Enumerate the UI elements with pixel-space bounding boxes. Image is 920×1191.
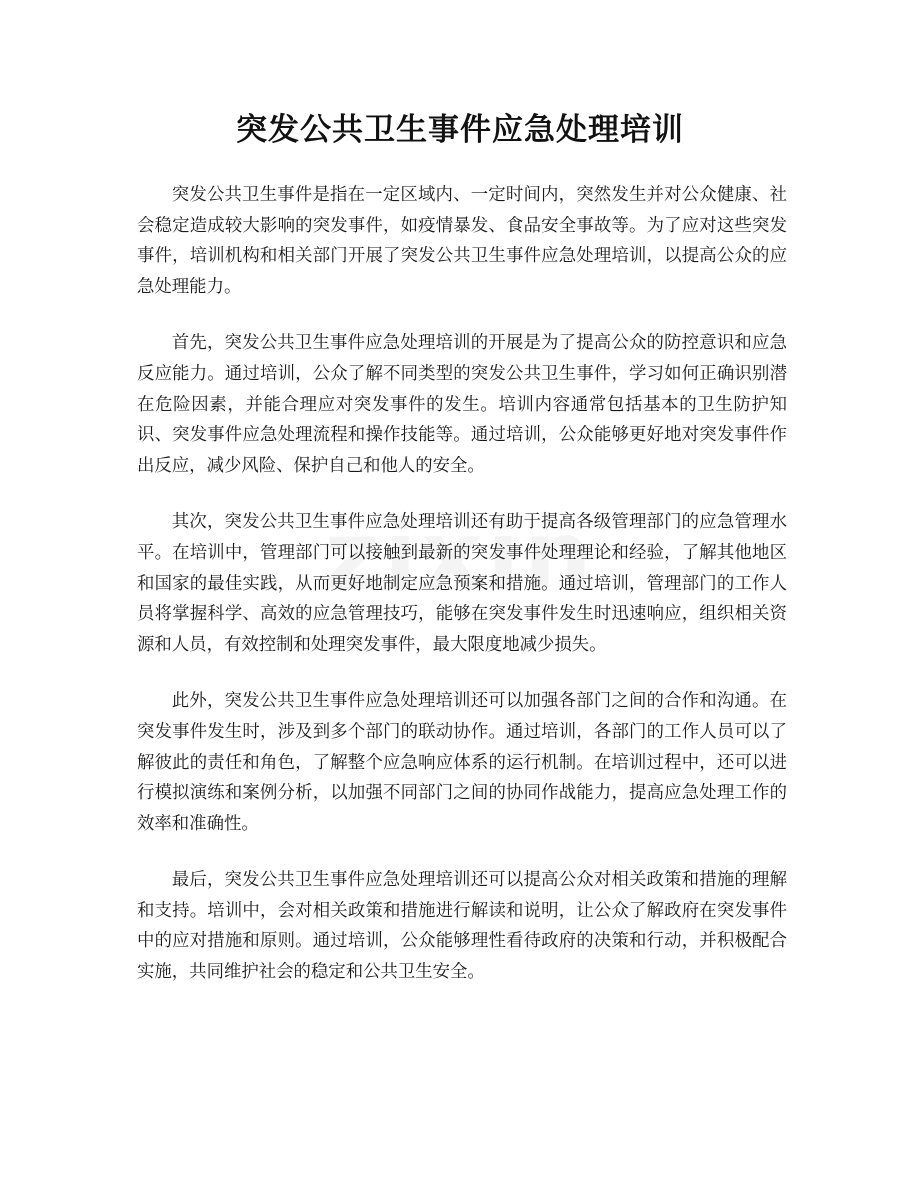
paragraph-third: 此外，突发公共卫生事件应急处理培训还可以加强各部门之间的合作和沟通。在突发事件发生时，涉及到多个部门的联动协作。通过培训，各部门的工作人员可以了解彼此的责任和角色，了解整个应急响应体系的运行机制。在培训过程中，还可以进行模拟演练和案例分析，以加强不同部门之间的协同作战能力，提高应急处理工作的效率和准确性。 — [137, 691, 787, 834]
paragraph-intro: 突发公共卫生事件是指在一定区域内、一定时间内，突然发生并对公众健康、社会稳定造成较大影响的突发事件，如疫情暴发、食品安全事故等。为了应对这些突发事件，培训机构和相关部门开展了突发公共卫生事件应急处理培训，以提高公众的应急处理能力。 — [137, 185, 787, 297]
paragraph-first: 首先，突发公共卫生事件应急处理培训的开展是为了提高公众的防控意识和应急反应能力。通过培训，公众了解不同类型的突发公共卫生事件，学习如何正确识别潜在危险因素，并能合理应对突发事件的发生。培训内容通常包括基本的卫生防护知识、突发事件应急处理流程和操作技能等。通过培训，公众能够更好地对突发事件作出反应，减少风险、保护自己和他人的安全。 — [137, 333, 787, 476]
paragraph-second: 其次，突发公共卫生事件应急处理培训还有助于提高各级管理部门的应急管理水平。在培训中，管理部门可以接触到最新的突发事件处理理论和经验，了解其他地区和国家的最佳实践，从而更好地制定应急预案和措施。通过培训，管理部门的工作人员将掌握科学、高效的应急管理技巧，能够在突发事件发生时迅速响应，组织相关资源和人员，有效控制和处理突发事件，最大限度地减少损失。 — [137, 512, 787, 655]
document-title: 突发公共卫生事件应急处理培训 — [236, 112, 684, 148]
paragraph-final: 最后，突发公共卫生事件应急处理培训还可以提高公众对相关政策和措施的理解和支持。培训中，会对相关政策和措施进行解读和说明，让公众了解政府在突发事件中的应对措施和原则。通过培训，公众能够理性看待政府的决策和行动，并积极配合实施，共同维护社会的稳定和公共卫生安全。 — [137, 870, 787, 983]
document-body — [137, 180, 787, 1014]
